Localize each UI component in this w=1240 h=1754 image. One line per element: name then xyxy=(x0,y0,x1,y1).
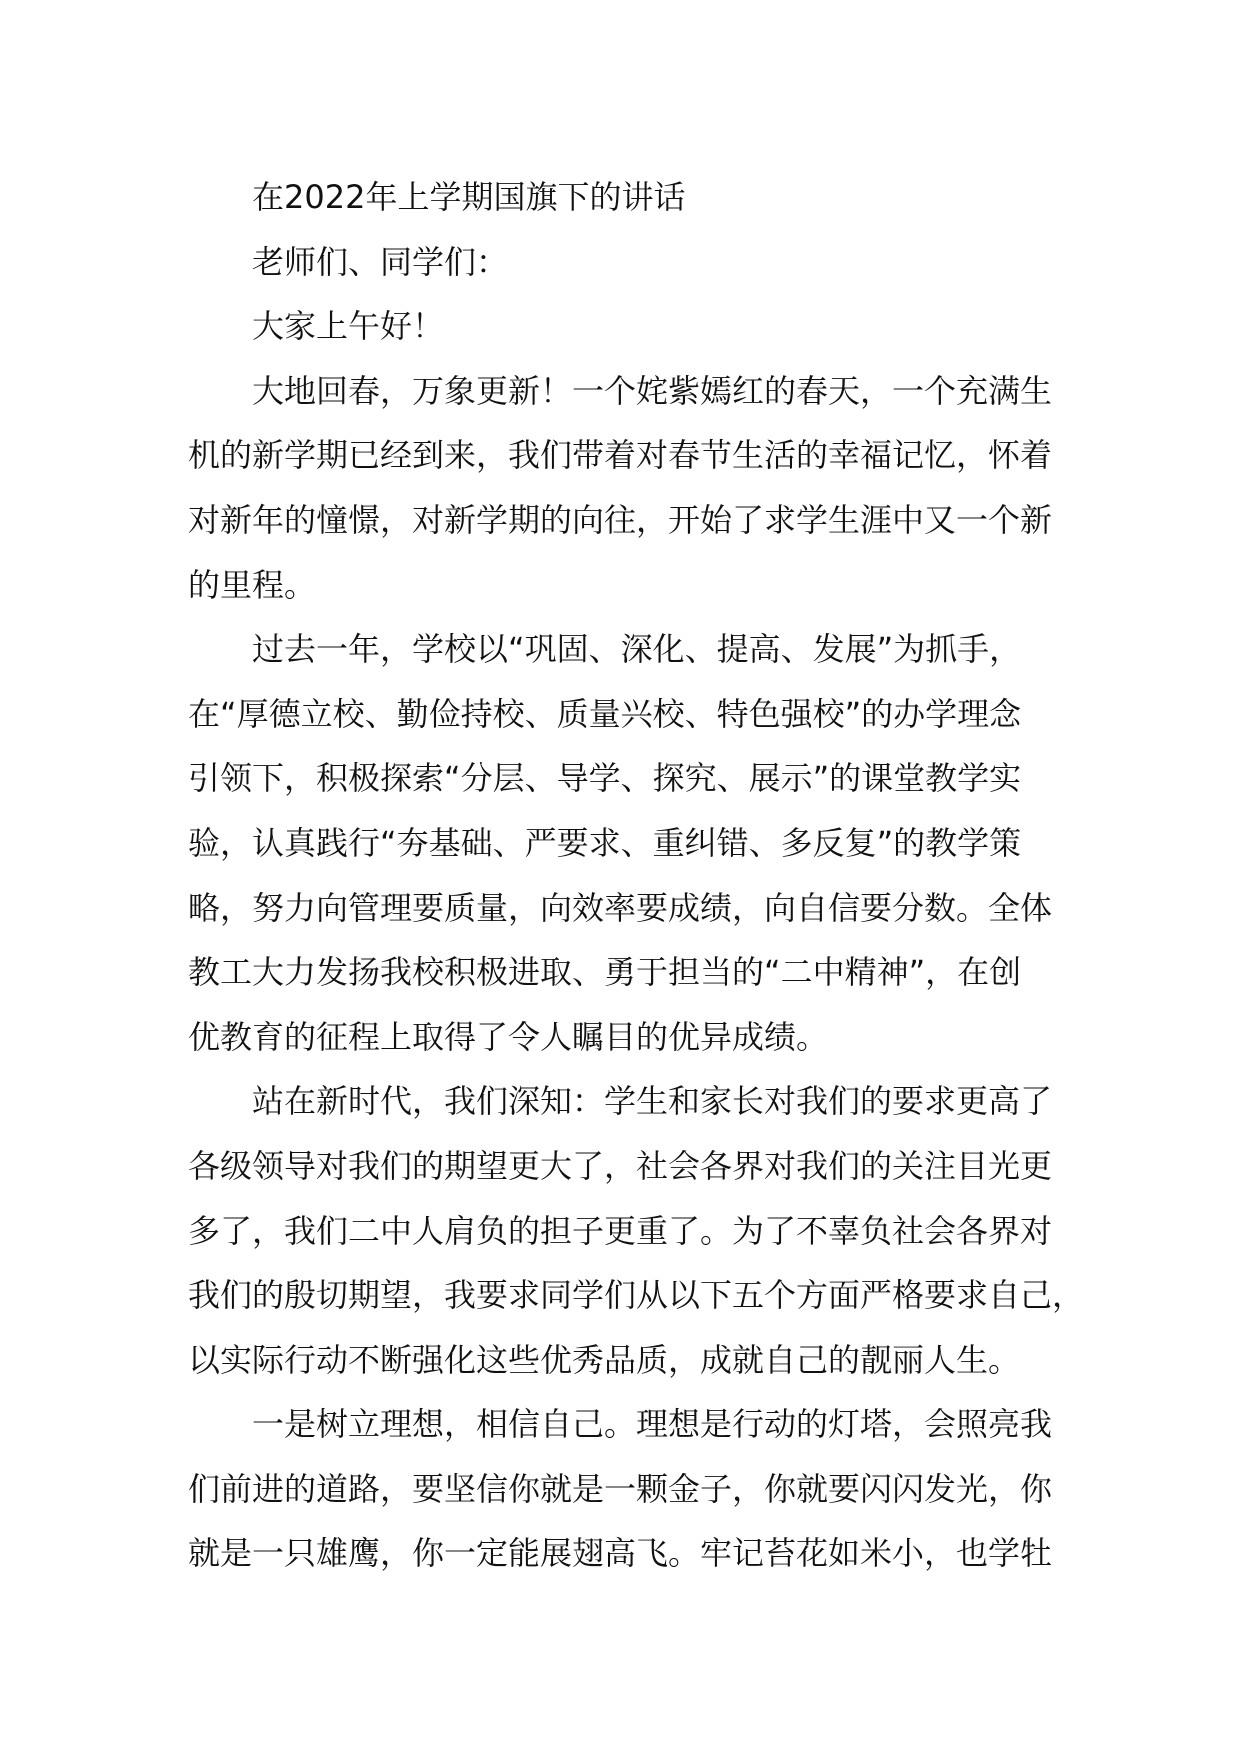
paragraph-line: 在“厚德立校、勤俭持校、质量兴校、特色强校”的办学理念 xyxy=(188,694,1022,733)
paragraph-line: 大地回春，万象更新！一个姹紫嫣红的春天，一个充满生 xyxy=(252,371,1053,410)
paragraph-3 xyxy=(188,1069,1085,1392)
document-body xyxy=(188,165,1085,1586)
greeting: 大家上午好！ xyxy=(252,307,445,346)
paragraph-line: 站在新时代，我们深知：学生和家长对我们的要求更高了 xyxy=(252,1082,1053,1121)
paragraph-line: 们前进的道路，要坚信你就是一颗金子，你就要闪闪发光，你 xyxy=(188,1469,1053,1508)
paragraph-line: 验，认真践行“夯基础、严要求、重纠错、多反复”的教学策 xyxy=(188,823,1022,862)
paragraph-1 xyxy=(188,359,1058,617)
paragraph-line: 以实际行动不断强化这些优秀品质，成就自己的靓丽人生。 xyxy=(188,1340,1021,1379)
document-title: 在2022年上学期国旗下的讲话 xyxy=(252,178,686,216)
paragraph-line: 的里程。 xyxy=(188,565,317,604)
paragraph-line: 对新年的憧憬，对新学期的向往，开始了求学生涯中又一个新 xyxy=(188,500,1053,539)
paragraph-line: 教工大力发扬我校积极进取、勇于担当的“二中精神”，在创 xyxy=(188,953,1022,992)
paragraph-line: 各级领导对我们的期望更大了，社会各界对我们的关注目光更 xyxy=(188,1146,1053,1185)
paragraph-line: 优教育的征程上取得了令人瞩目的优异成绩。 xyxy=(188,1017,829,1056)
paragraph-line: 机的新学期已经到来，我们带着对春节生活的幸福记忆，怀着 xyxy=(188,436,1053,475)
paragraph-line: 略，努力向管理要质量，向效率要成绩，向自信要分数。全体 xyxy=(188,888,1053,927)
paragraph-line: 就是一只雄鹰，你一定能展翅高飞。牢记苔花如米小，也学牡 xyxy=(188,1534,1053,1573)
paragraph-line: 多了，我们二中人肩负的担子更重了。为了不辜负社会各界对 xyxy=(188,1211,1053,1250)
paragraph-line: 一是树立理想，相信自己。理想是行动的灯塔，会照亮我 xyxy=(252,1405,1053,1444)
paragraph-4 xyxy=(188,1392,1058,1586)
paragraph-line: 引领下，积极探索“分层、导学、探究、展示”的课堂教学实 xyxy=(188,759,1022,798)
paragraph-2 xyxy=(188,617,1058,1069)
salutation: 老师们、同学们： xyxy=(252,242,509,281)
paragraph-line: 我们的殷切期望，我要求同学们从以下五个方面严格要求自己， xyxy=(188,1276,1085,1315)
paragraph-line: 过去一年，学校以“巩固、深化、提高、发展”为抓手， xyxy=(252,630,1022,669)
